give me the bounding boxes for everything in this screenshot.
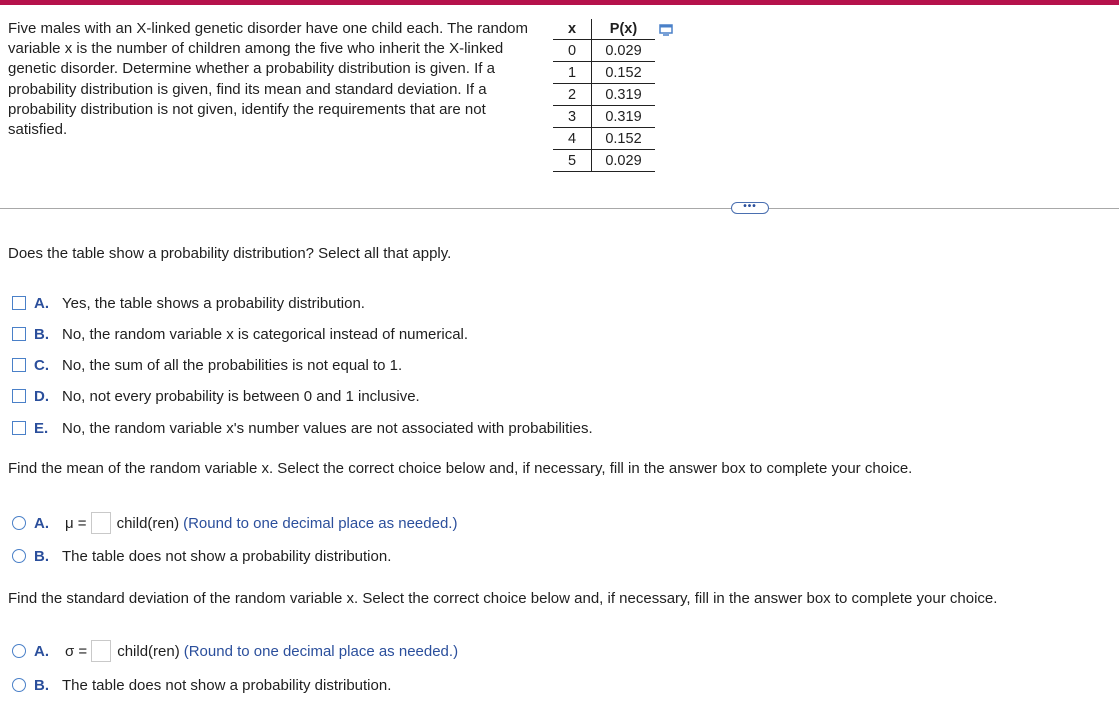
table-row bbox=[553, 62, 655, 84]
problem-statement: Five males with an X-linked genetic disorder have one child each. The random variable x is the number of children among the five who inherit the X-linked genetic disorder. Determine whether a probability distribution is given. If a probability distribution is given, find its mean and standard deviation. If a probability distribution is not given, identify the requirements that are not satisfied. bbox=[8, 20, 529, 139]
table-cell-p: 0.152 bbox=[592, 62, 656, 84]
radio-button[interactable] bbox=[12, 549, 26, 563]
table-row bbox=[553, 106, 655, 128]
table-cell-x: 2 bbox=[553, 84, 592, 106]
checkbox[interactable] bbox=[12, 327, 26, 341]
q1-prompt: Does the table show a probability distribution? Select all that apply. bbox=[8, 245, 452, 262]
checkbox[interactable] bbox=[12, 358, 26, 372]
table-cell-x: 5 bbox=[553, 150, 592, 172]
q1-option-b[interactable]: B. No, the random variable x is categorical instead of numerical. bbox=[12, 324, 468, 344]
table-row bbox=[553, 40, 655, 62]
q3-prompt: Find the standard deviation of the random variable x. Select the correct choice below and, if necessary, fill in the answer box to complete your choice. bbox=[8, 590, 998, 607]
table-cell-x: 1 bbox=[553, 62, 592, 84]
checkbox[interactable] bbox=[12, 389, 26, 403]
radio-button[interactable] bbox=[12, 644, 26, 658]
radio-button[interactable] bbox=[12, 516, 26, 530]
table-header-px: P(x) bbox=[592, 19, 656, 40]
table-cell-x: 4 bbox=[553, 128, 592, 150]
q1-option-c[interactable]: C. No, the sum of all the probabilities is not equal to 1. bbox=[12, 355, 402, 375]
mean-answer-box[interactable] bbox=[91, 512, 111, 534]
q1-option-a[interactable]: A. Yes, the table shows a probability distribution. bbox=[12, 293, 365, 313]
checkbox[interactable] bbox=[12, 421, 26, 435]
popout-icon[interactable] bbox=[659, 24, 673, 36]
table-cell-x: 0 bbox=[553, 40, 592, 62]
q2-option-b[interactable]: B. The table does not show a probability distribution. bbox=[12, 546, 391, 566]
table-cell-p: 0.319 bbox=[592, 84, 656, 106]
table-cell-p: 0.152 bbox=[592, 128, 656, 150]
q3-option-b[interactable]: B. The table does not show a probability distribution. bbox=[12, 675, 391, 695]
probability-table bbox=[553, 19, 655, 172]
table-cell-p: 0.319 bbox=[592, 106, 656, 128]
checkbox[interactable] bbox=[12, 296, 26, 310]
sigma-symbol: σ = bbox=[65, 642, 88, 660]
more-button[interactable]: ••• bbox=[731, 202, 769, 214]
table-cell-x: 3 bbox=[553, 106, 592, 128]
table-header-x: x bbox=[553, 19, 592, 40]
q2-prompt: Find the mean of the random variable x. Select the correct choice below and, if necessary, fill in the answer box to complete your choice. bbox=[8, 460, 913, 477]
table-cell-p: 0.029 bbox=[592, 40, 656, 62]
q1-option-e[interactable]: E. No, the random variable x's number values are not associated with probabilities. bbox=[12, 418, 593, 438]
q3-option-a[interactable]: A. σ = child(ren) (Round to one decimal place as needed.) bbox=[12, 639, 458, 663]
radio-button[interactable] bbox=[12, 678, 26, 692]
q1-option-d[interactable]: D. No, not every probability is between 0 and 1 inclusive. bbox=[12, 386, 420, 406]
table-row bbox=[553, 150, 655, 172]
mu-symbol: μ = bbox=[65, 514, 87, 532]
section-divider bbox=[0, 208, 1119, 209]
q2-option-a[interactable]: A. μ = child(ren) (Round to one decimal place as needed.) bbox=[12, 511, 457, 535]
table-row bbox=[553, 84, 655, 106]
table-row bbox=[553, 128, 655, 150]
table-cell-p: 0.029 bbox=[592, 150, 656, 172]
std-dev-answer-box[interactable] bbox=[91, 640, 111, 662]
top-accent-bar bbox=[0, 0, 1119, 5]
